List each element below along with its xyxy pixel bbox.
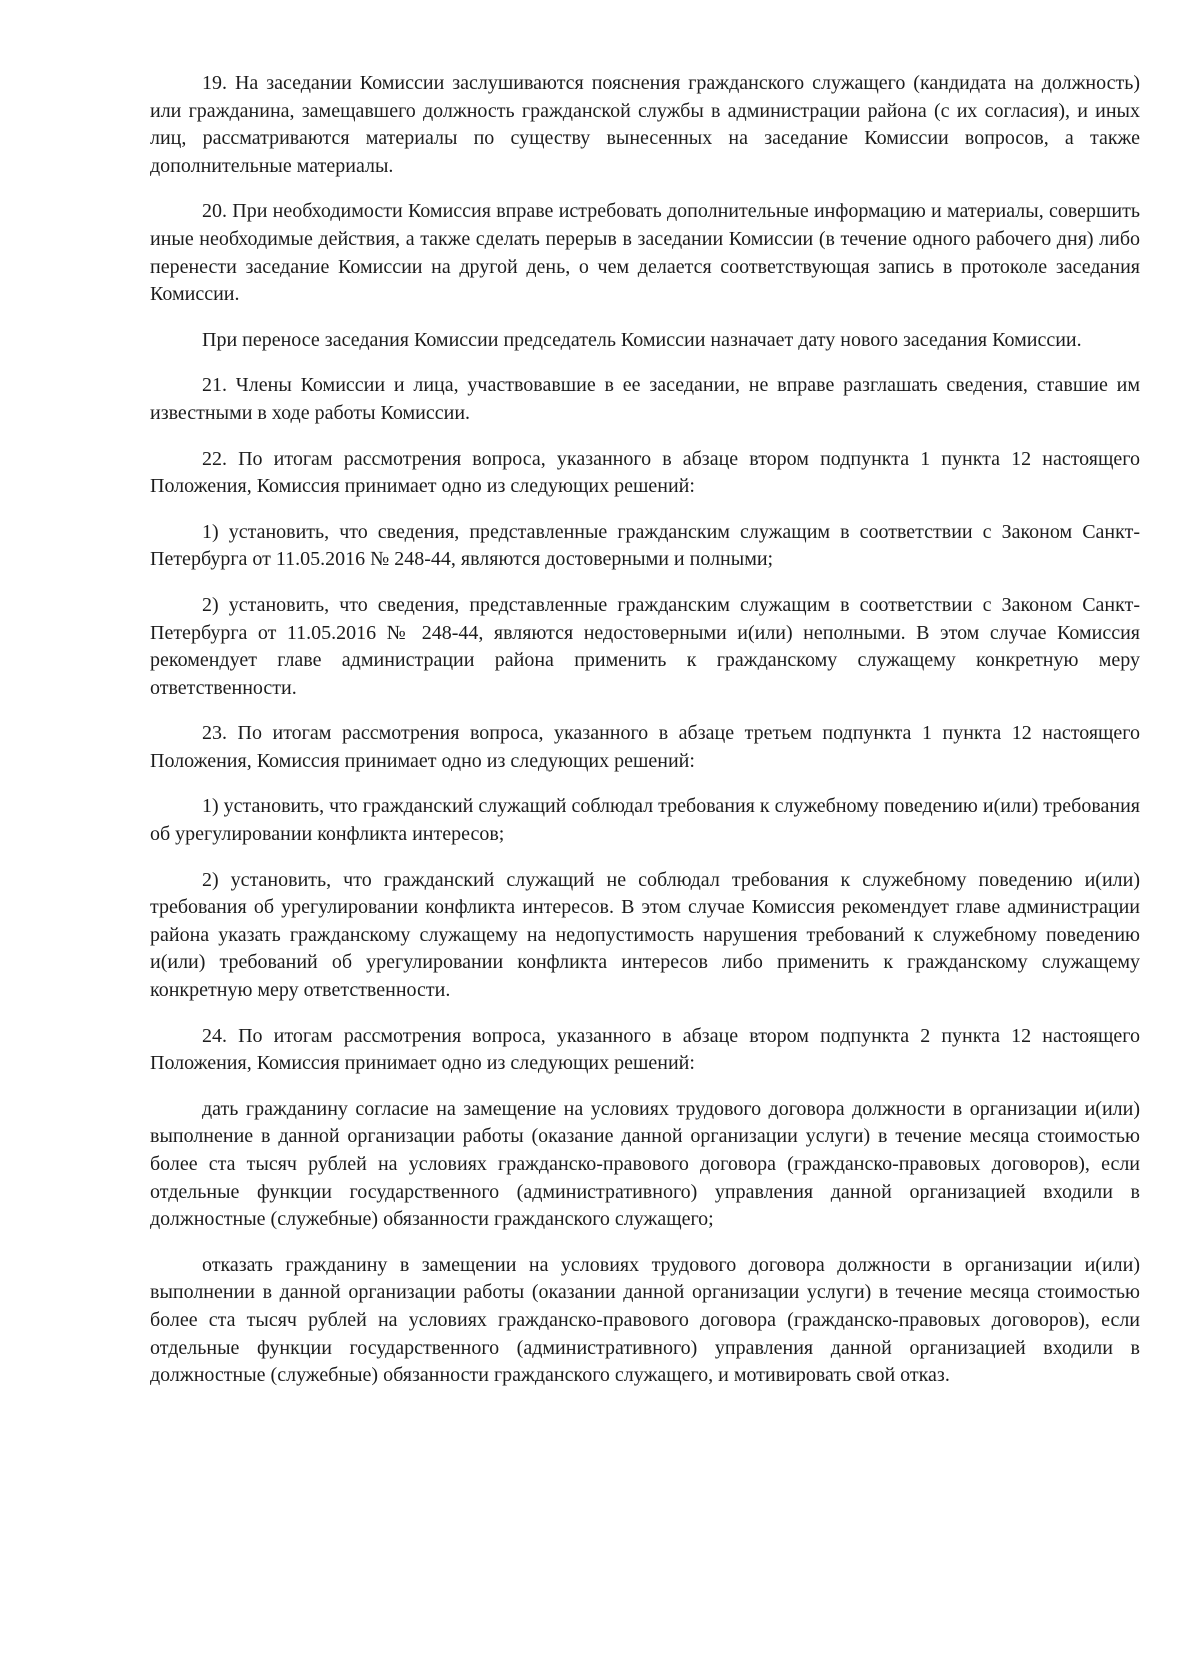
paragraph-23-item-2: 2) установить, что гражданский служащий не соблюдал требования к служебному поведению и(или) требования об урегулировании конфликта интересов. В этом случае Комиссия рекомендует главе администрации района указать гражданскому служащему на недопустимость нарушения требований к служебному поведению и(или) требований об урегулировании конфликта интересов либо применить к гражданскому служащему конкретную меру ответственности. [150,868,1140,1002]
paragraph-24-option-refusal: отказать гражданину в замещении на условиях трудового договора должности в организации и(или) выполнении в данной организации работы (оказании данной организации услуги) в течение месяца стоимостью более ста тысяч рублей на условиях гражданско-правового договора (гражданско-правовых договоров), если отдельные функции государственного (административного) управления данной организацией входили в должностные (служебные) обязанности гражданского служащего, и мотивировать свой отказ. [150,1253,1140,1387]
paragraph-20: 20. При необходимости Комиссия вправе истребовать дополнительные информацию и материалы, совершить иные необходимые действия, а также сделать перерыв в заседании Комиссии (в течение одного рабочего дня) либо перенести заседание Комиссии на другой день, о чем делается соответствующая запись в протоколе заседания Комиссии. [150,200,1140,306]
paragraph-22-item-1: 1) установить, что сведения, представленные гражданским служащим в соответствии с Законом Санкт-Петербурга от 11.05.2016 № 248-44, являются достоверными и полными; [150,520,1140,571]
paragraph-22: 22. По итогам рассмотрения вопроса, указанного в абзаце втором подпункта 1 пункта 12 настоящего Положения, Комиссия принимает одно из следующих решений: [150,447,1140,498]
paragraph-23-item-1: 1) установить, что гражданский служащий соблюдал требования к служебному поведению и(или) требования об урегулировании конфликта интересов; [150,795,1140,846]
paragraph-24-option-consent: дать гражданину согласие на замещение на условиях трудового договора должности в организации и(или) выполнение в данной организации работы (оказание данной организации услуги) в течение месяца стоимостью более ста тысяч рублей на условиях гражданско-правового договора (гражданско-правовых договоров), если отдельные функции государственного (административного) управления данной организацией входили в должностные (служебные) обязанности гражданского служащего; [150,1097,1140,1231]
paragraph-21: 21. Члены Комиссии и лица, участвовавшие в ее заседании, не вправе разглашать сведения, ставшие им известными в ходе работы Комиссии. [150,374,1140,424]
paragraph-19: 19. На заседании Комиссии заслушиваются пояснения гражданского служащего (кандидата на должность) или гражданина, замещавшего должность гражданской службы в администрации района (с их согласия), и иных лиц, рассматриваются материалы по существу вынесенных на заседание Комиссии вопросов, а также дополнительные материалы. [150,72,1140,177]
paragraph-23: 23. По итогам рассмотрения вопроса, указанного в абзаце третьем подпункта 1 пункта 12 настоящего Положения, Комиссия принимает одно из следующих решений: [150,722,1140,772]
paragraph-20-continuation: При переносе заседания Комиссии председатель Комиссии назначает дату нового заседания Комиссии. [202,328,1082,351]
document-page [150,70,1140,1408]
paragraph-22-item-2: 2) установить, что сведения, представленные гражданским служащим в соответствии с Законом Санкт-Петербурга от 11.05.2016 № 248-44, являются недостоверными и(или) неполными. В этом случае Комиссия рекомендует главе администрации района применить к гражданскому служащему конкретную меру ответственности. [150,593,1140,699]
paragraph-24: 24. По итогам рассмотрения вопроса, указанного в абзаце втором подпункта 2 пункта 12 настоящего Положения, Комиссия принимает одно из следующих решений: [150,1024,1140,1075]
